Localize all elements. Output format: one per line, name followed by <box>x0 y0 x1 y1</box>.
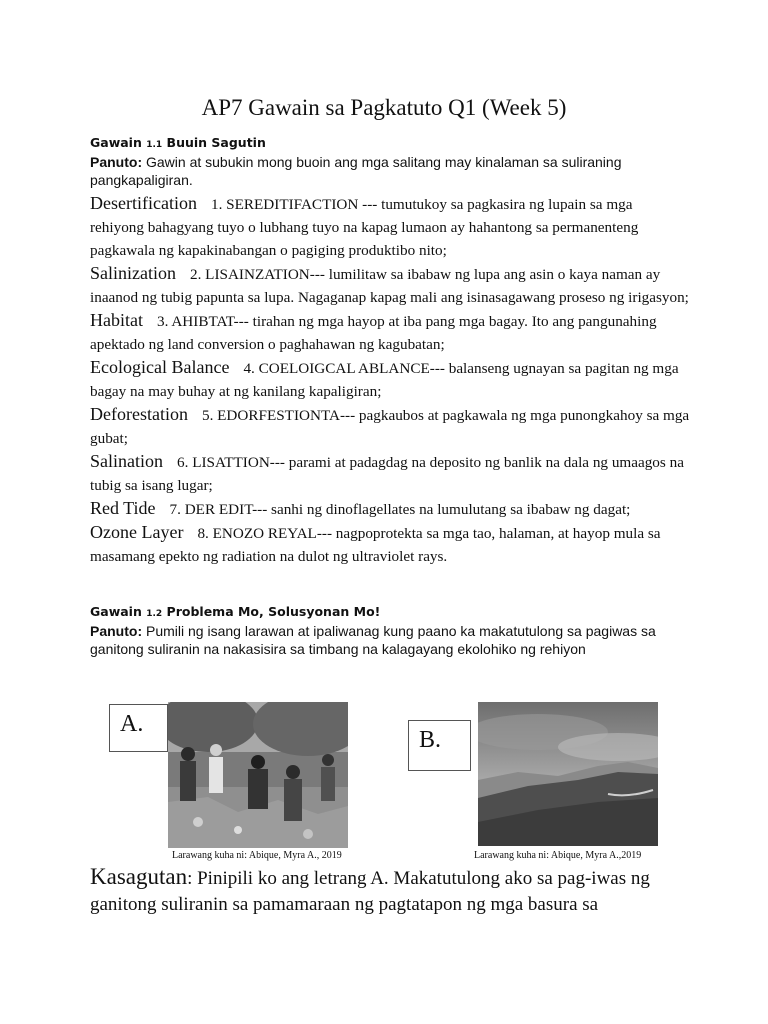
item-answer: Deforestation <box>90 404 188 424</box>
answer-label: Kasagutan <box>90 864 188 889</box>
gawain-1-1-heading <box>90 134 266 154</box>
answer-paragraph <box>90 864 710 918</box>
photo-b-label-box <box>408 720 471 771</box>
panuto-text: Gawin at subukin mong buoin ang mga salitang may kinalaman sa suliraning pangkapaligiran. <box>90 154 622 188</box>
item-text: 4. COELOIGCAL ABLANCE--- balanseng ugnayan sa pagitan ng mga bagay na may buhay at ng kanilang kapaligiran; <box>90 360 679 400</box>
panuto-label: Panuto: <box>90 154 143 170</box>
list-item <box>90 403 690 450</box>
photo-b <box>478 702 658 846</box>
list-item <box>90 262 690 309</box>
gawain-1-2-instruction <box>90 622 690 658</box>
gawain-1-1-heading-num: 1.1 <box>146 140 163 150</box>
photo-a-drawing <box>168 702 348 848</box>
gawain-1-1-instruction <box>90 153 690 189</box>
item-answer: Ecological Balance <box>90 357 230 377</box>
gawain-1-2-heading-num: 1.2 <box>146 609 163 619</box>
panuto-text: Pumili ng isang larawan at ipaliwanag kung paano ka makatutulong sa pagiwas sa ganitong suliranin na nakasisira sa timbang na kalagayang ekolohiko ng rehiyon <box>90 623 656 657</box>
item-text: 8. ENOZO REYAL--- nagpoprotekta sa mga tao, halaman, at hayop mula sa masamang epekto ng radiation na dulot ng ultraviolet rays. <box>90 525 661 565</box>
item-text: 3. AHIBTAT--- tirahan ng mga hayop at iba pang mga bagay. Ito ang pangunahing apektado ng land conversion o paghahawan ng kagubatan; <box>90 313 657 353</box>
gawain-1-2-heading <box>90 603 380 623</box>
list-item <box>90 309 690 356</box>
page-title: AP7 Gawain sa Pagkatuto Q1 (Week 5) <box>201 95 567 120</box>
panuto-label: Panuto: <box>90 623 143 639</box>
gawain-1-2-heading-main: Gawain <box>90 604 142 619</box>
photo-a <box>168 702 348 848</box>
answer-text: : Pinipili ko ang letrang A. Makatutulong ako sa pag-iwas ng ganitong suliranin sa pamamaraan ng pagtatapon ng mga basura sa <box>90 868 650 915</box>
list-item <box>90 192 690 262</box>
item-answer: Salination <box>90 451 163 471</box>
item-answer: Ozone Layer <box>90 522 184 542</box>
list-item <box>90 356 690 403</box>
photo-b-drawing <box>478 702 658 846</box>
item-list <box>90 192 690 568</box>
item-text: 6. LISATTION--- parami at padagdag na deposito ng banlik na dala ng umaagos na tubig sa isang lugar; <box>90 454 684 494</box>
item-text: 5. EDORFESTIONTA--- pagkaubos at pagkawala ng mga punongkahoy sa mga gubat; <box>90 407 690 447</box>
gawain-1-1-heading-rest: Buuin Sagutin <box>166 135 266 150</box>
list-item <box>90 450 690 497</box>
photo-a-caption: Larawang kuha ni: Abique, Myra A., 2019 <box>172 850 342 861</box>
photo-a-label-box <box>109 704 168 752</box>
item-text: 7. DER EDIT--- sanhi ng dinoflagellates na lumulutang sa ibabaw ng dagat; <box>169 501 631 518</box>
item-text: 1. SEREDITIFACTION --- tumutukoy sa pagkasira ng lupain sa mga rehiyong bahagyang tuyo o lubhang tuyo na kapag lumaon ay hahantong sa permanenteng pagkawala ng kapakinabangan o pagiging produktibo nito; <box>90 196 639 259</box>
gawain-1-2-heading-rest: Problema Mo, Solusyonan Mo! <box>166 604 381 619</box>
item-answer: Desertification <box>90 193 197 213</box>
list-item <box>90 521 690 568</box>
item-text: 2. LISAINZATION--- lumilitaw sa ibabaw ng lupa ang asin o kaya naman ay inaanod ng tubig papunta sa lupa. Nagaganap kapag mali ang isinasagawang proseso ng irigasyon; <box>90 266 689 306</box>
photo-b-label: B. <box>419 727 442 753</box>
item-answer: Habitat <box>90 310 143 330</box>
item-answer: Salinization <box>90 263 176 283</box>
photo-b-caption: Larawang kuha ni: Abique, Myra A.,2019 <box>474 850 642 861</box>
photo-a-label: A. <box>120 711 144 737</box>
item-answer: Red Tide <box>90 498 156 518</box>
gawain-1-1-heading-main: Gawain <box>90 135 142 150</box>
list-item <box>90 497 690 521</box>
